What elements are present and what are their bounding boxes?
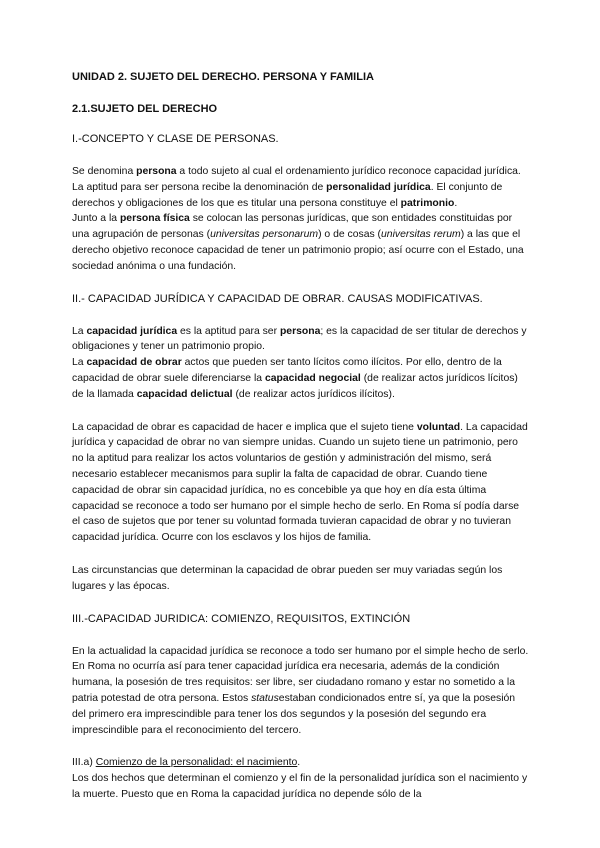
text-run: es la aptitud para ser bbox=[177, 325, 280, 337]
text-run: La bbox=[72, 325, 87, 337]
bold-term: persona bbox=[279, 325, 321, 337]
document-title: UNIDAD 2. SUJETO DEL DERECHO. PERSONA Y FAMILIA bbox=[72, 71, 374, 83]
text-run: La bbox=[72, 357, 87, 369]
bold-term: voluntad bbox=[416, 421, 461, 433]
text-run: Se denomina bbox=[72, 166, 137, 177]
bold-term: personalidad jurídica bbox=[326, 181, 431, 193]
paragraph-capacidad-juridica bbox=[72, 324, 530, 356]
text-run: se colocan las personas jurídicas, que son entidades constituidas por una agrupación de personas ( bbox=[72, 213, 513, 241]
text-run: estaban condicionados entre sí, ya que la posesión del primero era imprescindible para tener los dos segundos y la posesión del segundo era imprescindible para el reconocimiento del tercero. bbox=[72, 692, 516, 736]
section-heading-2-1: 2.1.SUJETO DEL DERECHO bbox=[72, 103, 218, 115]
italic-term: universitas rerum bbox=[381, 229, 461, 241]
bold-term: capacidad delictual bbox=[136, 388, 233, 400]
section-heading-capacidad-juridica: III.-CAPACIDAD JURIDICA: COMIENZO, REQUISITOS, EXTINCIÓN bbox=[72, 612, 411, 625]
text-run: a todo sujeto al cual el ordenamiento jurídico reconoce capacidad jurídica. La aptitud para ser persona recibe la denominación de bbox=[72, 166, 521, 193]
section-heading-concepto: I.-CONCEPTO Y CLASE DE PERSONAS. bbox=[72, 133, 279, 145]
text-run: ; es la capacidad de ser titular de derechos y obligaciones y tener un patrimonio propio. bbox=[72, 325, 527, 353]
text-run: (de realizar actos jurídicos lícitos) de la llamada bbox=[72, 372, 518, 400]
text-run: . bbox=[297, 757, 301, 769]
paragraph-persona-definition bbox=[72, 164, 530, 211]
text-run: ) a las que el derecho objetivo reconoce capacidad de tener un patrimonio propio; así ocurre con el Estado, una sociedad anónima o una fundación. bbox=[72, 229, 524, 272]
text-run: En la actualidad la capacidad jurídica se reconoce a todo ser humano por el simple hecho de serlo. En Roma no ocurría así para tener capacidad jurídica era necesaria, además de la condición humana, la posesión de tres requisitos: ser libre, ser ciudadano romano y estar no sometido a la patria potestad de otra persona. Estos bbox=[72, 645, 529, 704]
bold-term: capacidad jurídica bbox=[86, 325, 178, 337]
text-run: Junto a la bbox=[72, 213, 120, 225]
text-run: (de realizar actos jurídicos ilícitos). bbox=[232, 388, 395, 400]
text-run: . bbox=[454, 197, 458, 209]
bold-term: persona bbox=[136, 166, 177, 177]
text-run: actos que pueden ser tanto lícitos como ilícitos. Por ello, dentro de la capacidad de obrar suele diferenciarse la bbox=[72, 357, 502, 384]
text-run: . El conjunto de derechos y obligaciones de los que es titular una persona constituye el bbox=[72, 181, 503, 209]
paragraph-personas-juridicas bbox=[72, 211, 530, 274]
section-heading-capacidad: II.- CAPACIDAD JURÍDICA Y CAPACIDAD DE OBRAR. CAUSAS MODIFICATIVAS. bbox=[72, 292, 483, 305]
paragraph-requisitos bbox=[72, 644, 530, 739]
text-run: ) o de cosas ( bbox=[318, 229, 382, 241]
subsection-prefix: III.a) bbox=[72, 757, 96, 769]
bold-term: capacidad negocial bbox=[264, 372, 361, 384]
paragraph-capacidad-obrar bbox=[72, 355, 530, 402]
text-run: La capacidad de obrar es capacidad de hacer e implica que el sujeto tiene bbox=[72, 421, 417, 433]
italic-term: status bbox=[251, 692, 279, 704]
paragraph-voluntad bbox=[72, 420, 530, 546]
bold-term: patrimonio bbox=[400, 197, 455, 209]
text-run: . La capacidad jurídica y capacidad de obrar no van siempre unidas. Cuando un sujeto tiene un patrimonio, pero no la aptitud para realizar los actos voluntarios de gestión y administración del mismo, será necesario establecer mecanismos para suplir la falta de capacidad de obrar. Cuando tiene capacidad de obrar sin capacidad jurídica, no es concebible ya que hoy en día esta última capacidad se reconoce a todo ser humano por el simple hecho de serlo. En Roma sí podía darse el caso de sujetos que por tener su voluntad formada tuvieran capacidad de obrar y no tuvieran capacidad jurídica. Ocurre con los esclavos y los hijos de familia. bbox=[72, 421, 528, 544]
subsection-heading-nacimiento bbox=[72, 755, 530, 771]
subsection-title: Comienzo de la personalidad: el nacimiento bbox=[95, 757, 298, 769]
italic-term: universitas personarum bbox=[210, 229, 319, 241]
bold-term: persona física bbox=[119, 213, 190, 225]
paragraph-nacimiento: Los dos hechos que determinan el comienzo y el fin de la personalidad jurídica son el nacimiento y la muerte. Puesto que en Roma la capacidad jurídica no depende sólo de la bbox=[72, 773, 528, 800]
paragraph-circunstancias: Las circunstancias que determinan la capacidad de obrar pueden ser muy variadas según los lugares y las épocas. bbox=[72, 564, 503, 592]
bold-term: capacidad de obrar bbox=[86, 357, 182, 369]
